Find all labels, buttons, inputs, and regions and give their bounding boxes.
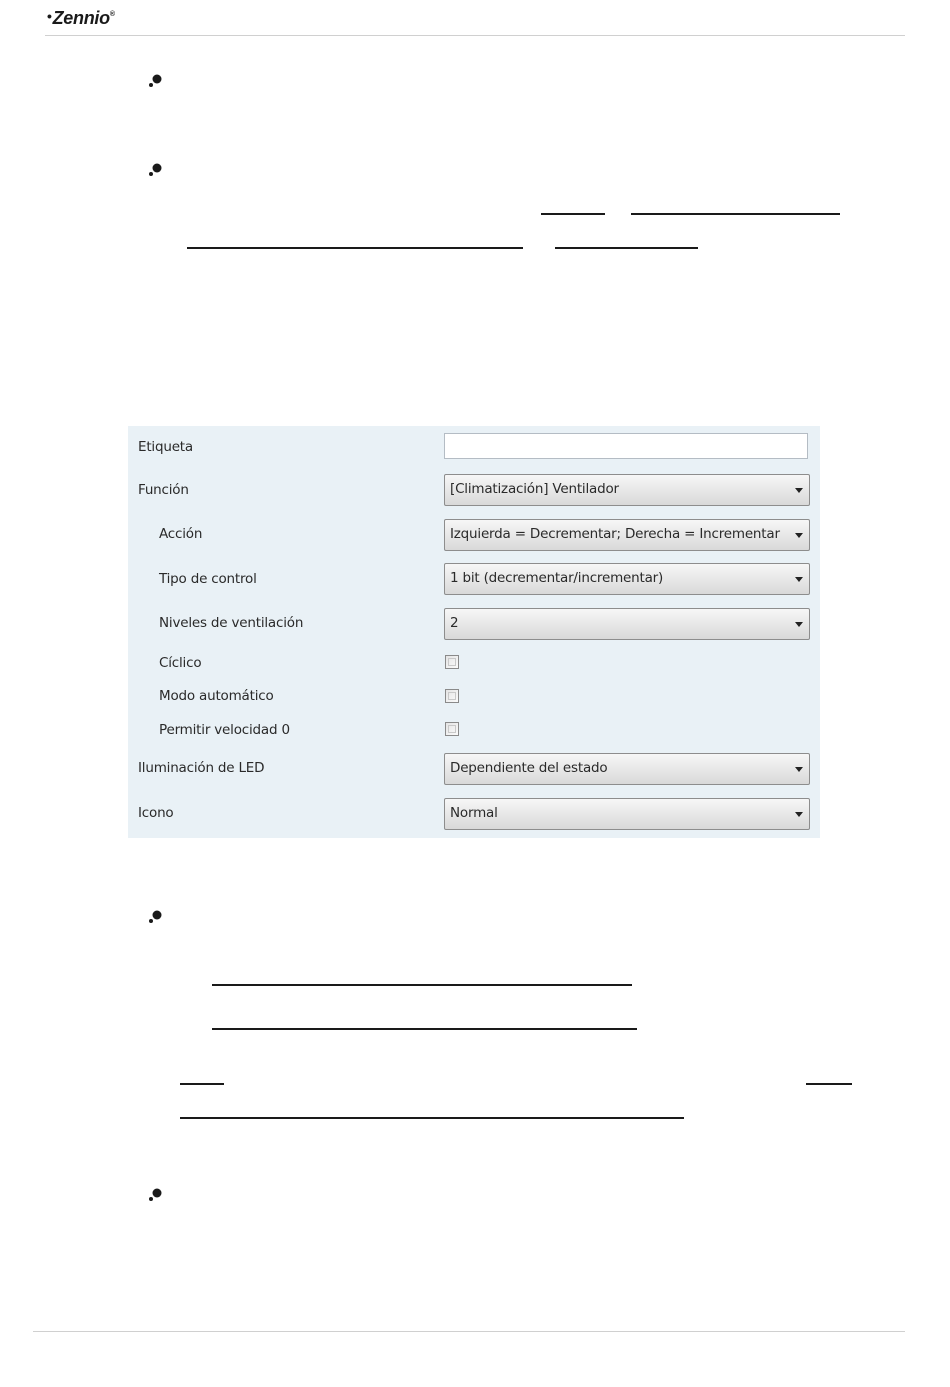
label-niveles-ventilacion: Niveles de ventilación (159, 615, 304, 631)
label-tipo-control: Tipo de control (159, 571, 257, 587)
link-underline[interactable] (541, 213, 605, 215)
tipo-control-value: 1 bit (decrementar/incrementar) (450, 570, 664, 586)
chevron-down-icon (795, 767, 803, 772)
modo-automatico-checkbox[interactable] (445, 689, 459, 703)
label-modo-automatico: Modo automático (159, 688, 274, 704)
label-iluminacion-led: Iluminación de LED (138, 760, 265, 776)
brand-logo: •Zennio® (47, 8, 115, 28)
accion-dropdown[interactable] (444, 519, 810, 551)
iluminacion-led-value: Dependiente del estado (450, 760, 608, 776)
chevron-down-icon (795, 577, 803, 582)
chevron-down-icon (795, 812, 803, 817)
tipo-control-dropdown[interactable] (444, 563, 810, 595)
etiqueta-input[interactable] (444, 433, 808, 459)
funcion-dropdown[interactable] (444, 474, 810, 506)
bullet-icon (148, 910, 162, 924)
chevron-down-icon (795, 533, 803, 538)
ciclico-checkbox[interactable] (445, 655, 459, 669)
label-ciclico: Cíclico (159, 655, 202, 671)
label-permitir-velocidad-0: Permitir velocidad 0 (159, 722, 290, 738)
permitir-velocidad-0-checkbox[interactable] (445, 722, 459, 736)
link-underline[interactable] (212, 1028, 637, 1030)
chevron-down-icon (795, 622, 803, 627)
link-underline[interactable] (555, 247, 698, 249)
bullet-icon (148, 163, 162, 177)
link-underline[interactable] (212, 984, 632, 986)
iluminacion-led-dropdown[interactable] (444, 753, 810, 785)
accion-value: Izquierda = Decrementar; Derecha = Incrementar (450, 526, 780, 542)
niveles-ventilacion-value: 2 (450, 615, 459, 631)
bullet-icon (148, 74, 162, 88)
link-underline[interactable] (180, 1083, 224, 1085)
icono-value: Normal (450, 805, 498, 821)
icono-dropdown[interactable] (444, 798, 810, 830)
link-underline[interactable] (187, 247, 523, 249)
label-etiqueta: Etiqueta (138, 439, 193, 455)
footer-divider (33, 1331, 905, 1332)
parameter-panel (128, 426, 820, 838)
link-underline[interactable] (631, 213, 840, 215)
label-accion: Acción (159, 526, 203, 542)
label-icono: Icono (138, 805, 174, 821)
header-divider (45, 35, 905, 36)
link-underline[interactable] (806, 1083, 852, 1085)
link-underline[interactable] (180, 1117, 684, 1119)
niveles-ventilacion-dropdown[interactable] (444, 608, 810, 640)
funcion-value: [Climatización] Ventilador (450, 481, 619, 497)
chevron-down-icon (795, 488, 803, 493)
bullet-icon (148, 1188, 162, 1202)
label-funcion: Función (138, 482, 189, 498)
